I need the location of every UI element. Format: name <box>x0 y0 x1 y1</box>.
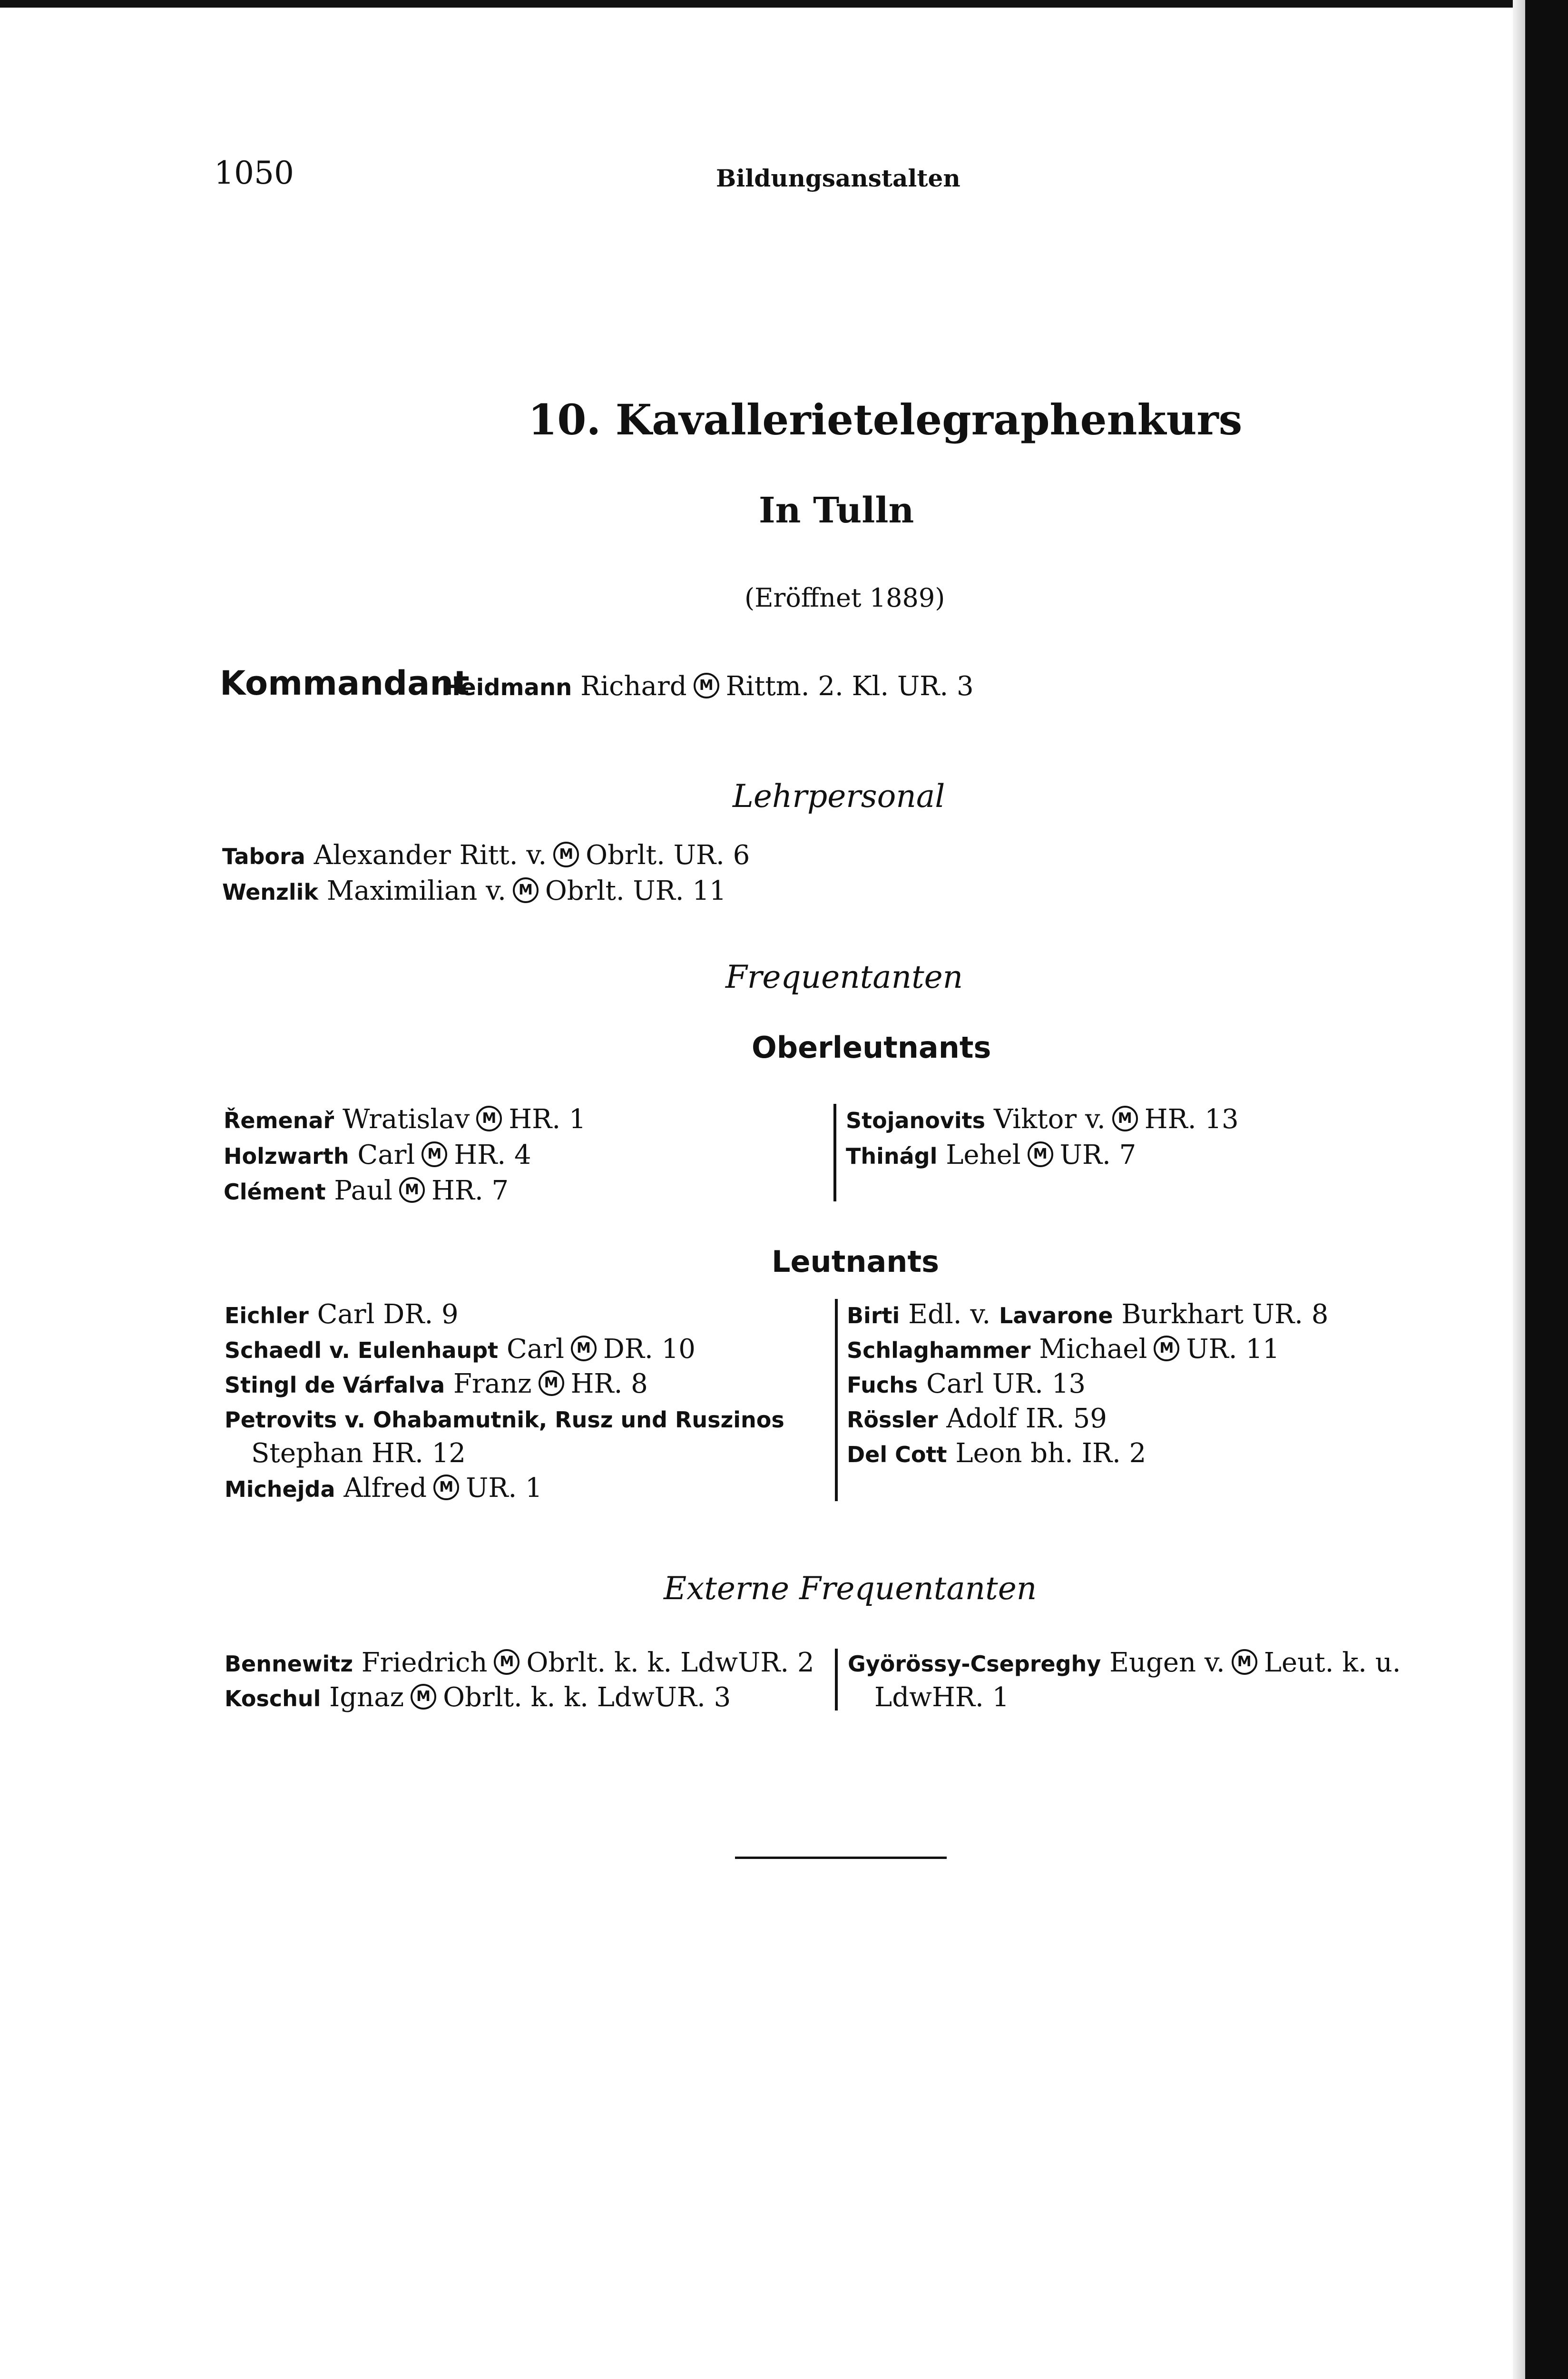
entry-surname: Michejda <box>225 1476 335 1502</box>
entry-given: Wratislav <box>343 1104 470 1135</box>
entry-surname: Řemenař <box>224 1108 334 1133</box>
entry-surname: Schlaghammer <box>847 1337 1031 1363</box>
entry-surname: Bennewitz <box>225 1651 353 1677</box>
entry-surname: Fuchs <box>847 1372 918 1398</box>
list-item <box>846 1140 1136 1170</box>
entry-given: Alfred <box>343 1473 427 1504</box>
running-title: Bildungsanstalten <box>716 164 960 192</box>
list-item <box>847 1299 1328 1330</box>
entry-surname: Birti <box>847 1303 900 1328</box>
closing-rule <box>735 1857 947 1859</box>
leutnants-heading: Leutnants <box>772 1244 939 1279</box>
list-item <box>225 1299 459 1330</box>
entry-surname: Petrovits v. Ohabamutnik, Rusz und Ruszinos <box>225 1407 784 1433</box>
list-item <box>847 1334 1280 1365</box>
entry-given: Stephan HR. 12 <box>251 1438 466 1469</box>
list-item <box>225 1682 731 1713</box>
entry-given: Franz <box>453 1368 532 1399</box>
m-badge-icon: M <box>553 842 579 867</box>
list-item <box>225 1403 784 1434</box>
entry-surname: Rössler <box>847 1407 938 1433</box>
entry-rank: HR. 7 <box>431 1175 509 1206</box>
entry-given: Friedrich <box>361 1647 488 1678</box>
entry-given: Eugen v. <box>1109 1647 1225 1678</box>
kommandant-entry <box>441 671 974 702</box>
entry-given: Ignaz <box>329 1682 404 1713</box>
list-item <box>225 1368 648 1399</box>
page-number: 1050 <box>214 155 294 191</box>
entry-surname: Tabora <box>222 844 305 869</box>
opened-note: (Eröffnet 1889) <box>745 583 945 613</box>
oberleutnants-heading: Oberleutnants <box>752 1030 991 1065</box>
entry-surname: Stojanovits <box>846 1108 986 1133</box>
list-item <box>847 1438 1146 1469</box>
list-item <box>224 1140 531 1170</box>
entry-surname: Clément <box>224 1179 326 1205</box>
entry-given: Carl <box>506 1334 564 1365</box>
entry-rank: Obrlt. UR. 6 <box>586 840 750 871</box>
m-badge-icon: M <box>1028 1141 1053 1167</box>
list-item <box>225 1334 696 1365</box>
m-badge-icon: M <box>694 673 719 698</box>
m-badge-icon: M <box>494 1649 519 1675</box>
entry-surname: Stingl de Várfalva <box>225 1372 445 1398</box>
column-divider <box>833 1104 836 1201</box>
section-title: 10. Kavallerietelegraphenkurs <box>528 395 1243 444</box>
m-badge-icon: M <box>421 1141 447 1167</box>
entry-given: LdwHR. 1 <box>874 1682 1009 1713</box>
entry-given: Michael <box>1039 1334 1147 1365</box>
column-divider <box>835 1299 838 1501</box>
entry-rank: UR. 11 <box>1186 1334 1280 1365</box>
entry-surname: Schaedl v. Eulenhaupt <box>225 1337 499 1363</box>
entry-surname: Koschul <box>225 1686 321 1711</box>
m-badge-icon: M <box>1154 1336 1179 1361</box>
entry-surname: Györössy-Csepreghy <box>848 1651 1101 1677</box>
entry-rank: Obrlt. k. k. LdwUR. 3 <box>443 1682 731 1713</box>
entry-rank: DR. 10 <box>603 1334 696 1365</box>
list-item <box>848 1647 1401 1678</box>
entry-rank: UR. 1 <box>466 1473 542 1504</box>
lehrpersonal-entry <box>222 840 750 871</box>
list-item <box>225 1647 814 1678</box>
list-item <box>847 1403 1107 1434</box>
entry-given: Alexander Ritt. v. <box>314 840 547 871</box>
m-badge-icon: M <box>1112 1106 1138 1131</box>
frequentanten-heading: Frequentanten <box>725 959 963 995</box>
scan-right-edge <box>1525 0 1568 2379</box>
m-badge-icon: M <box>411 1684 436 1710</box>
entry-surname: Thinágl <box>846 1143 938 1169</box>
entry-rank: HR. 8 <box>570 1368 648 1399</box>
scan-page-gutter <box>1513 0 1525 2379</box>
m-badge-icon: M <box>399 1177 425 1203</box>
list-item <box>251 1438 466 1469</box>
list-item <box>847 1368 1086 1399</box>
m-badge-icon: M <box>1232 1649 1257 1675</box>
scan-top-edge <box>0 0 1568 8</box>
entry-surname: Wenzlik <box>222 879 318 905</box>
entry-given: Edl. v. <box>908 1299 991 1330</box>
list-item <box>846 1104 1239 1135</box>
entry-surname-2: Lavarone <box>999 1303 1113 1328</box>
entry-given: Maximilian v. <box>326 875 506 906</box>
entry-given: Viktor v. <box>993 1104 1106 1135</box>
kommandant-rank: Rittm. 2. Kl. UR. 3 <box>725 671 974 702</box>
entry-given: Lehel <box>946 1140 1021 1170</box>
kommandant-first-name: Richard <box>580 671 687 702</box>
column-divider <box>835 1649 838 1711</box>
entry-given: Carl DR. 9 <box>317 1299 459 1330</box>
entry-surname: Eichler <box>225 1303 309 1328</box>
entry-rank: HR. 4 <box>454 1140 531 1170</box>
entry-rank: Leut. k. u. <box>1264 1647 1401 1678</box>
list-item <box>224 1104 586 1135</box>
kommandant-name: Heidmann <box>441 674 572 701</box>
entry-rank: HR. 13 <box>1144 1104 1239 1135</box>
entry-given: Adolf IR. 59 <box>946 1403 1107 1434</box>
list-item <box>225 1473 542 1504</box>
m-badge-icon: M <box>476 1106 502 1131</box>
externe-heading: Externe Frequentanten <box>664 1570 1037 1607</box>
list-item <box>874 1682 1009 1713</box>
entry-surname: Holzwarth <box>224 1143 349 1169</box>
entry-given: Paul <box>334 1175 392 1206</box>
entry-rank: Obrlt. UR. 11 <box>545 875 726 906</box>
m-badge-icon: M <box>539 1370 564 1396</box>
lehrpersonal-entry <box>222 875 726 906</box>
list-item <box>224 1175 509 1206</box>
entry-given: Carl UR. 13 <box>926 1368 1086 1399</box>
entry-rank: UR. 7 <box>1059 1140 1137 1170</box>
kommandant-label: Kommandant <box>220 664 470 703</box>
entry-rank: Burkhart UR. 8 <box>1121 1299 1329 1330</box>
entry-given: Carl <box>357 1140 415 1170</box>
entry-rank: HR. 1 <box>509 1104 586 1135</box>
lehrpersonal-heading: Lehrpersonal <box>733 778 945 815</box>
m-badge-icon: M <box>571 1336 597 1361</box>
entry-rank: Obrlt. k. k. LdwUR. 2 <box>526 1647 814 1678</box>
m-badge-icon: M <box>513 877 539 903</box>
m-badge-icon: M <box>433 1475 459 1500</box>
section-location: In Tulln <box>759 490 914 531</box>
entry-given: Leon bh. IR. 2 <box>955 1438 1147 1469</box>
entry-surname: Del Cott <box>847 1442 947 1467</box>
